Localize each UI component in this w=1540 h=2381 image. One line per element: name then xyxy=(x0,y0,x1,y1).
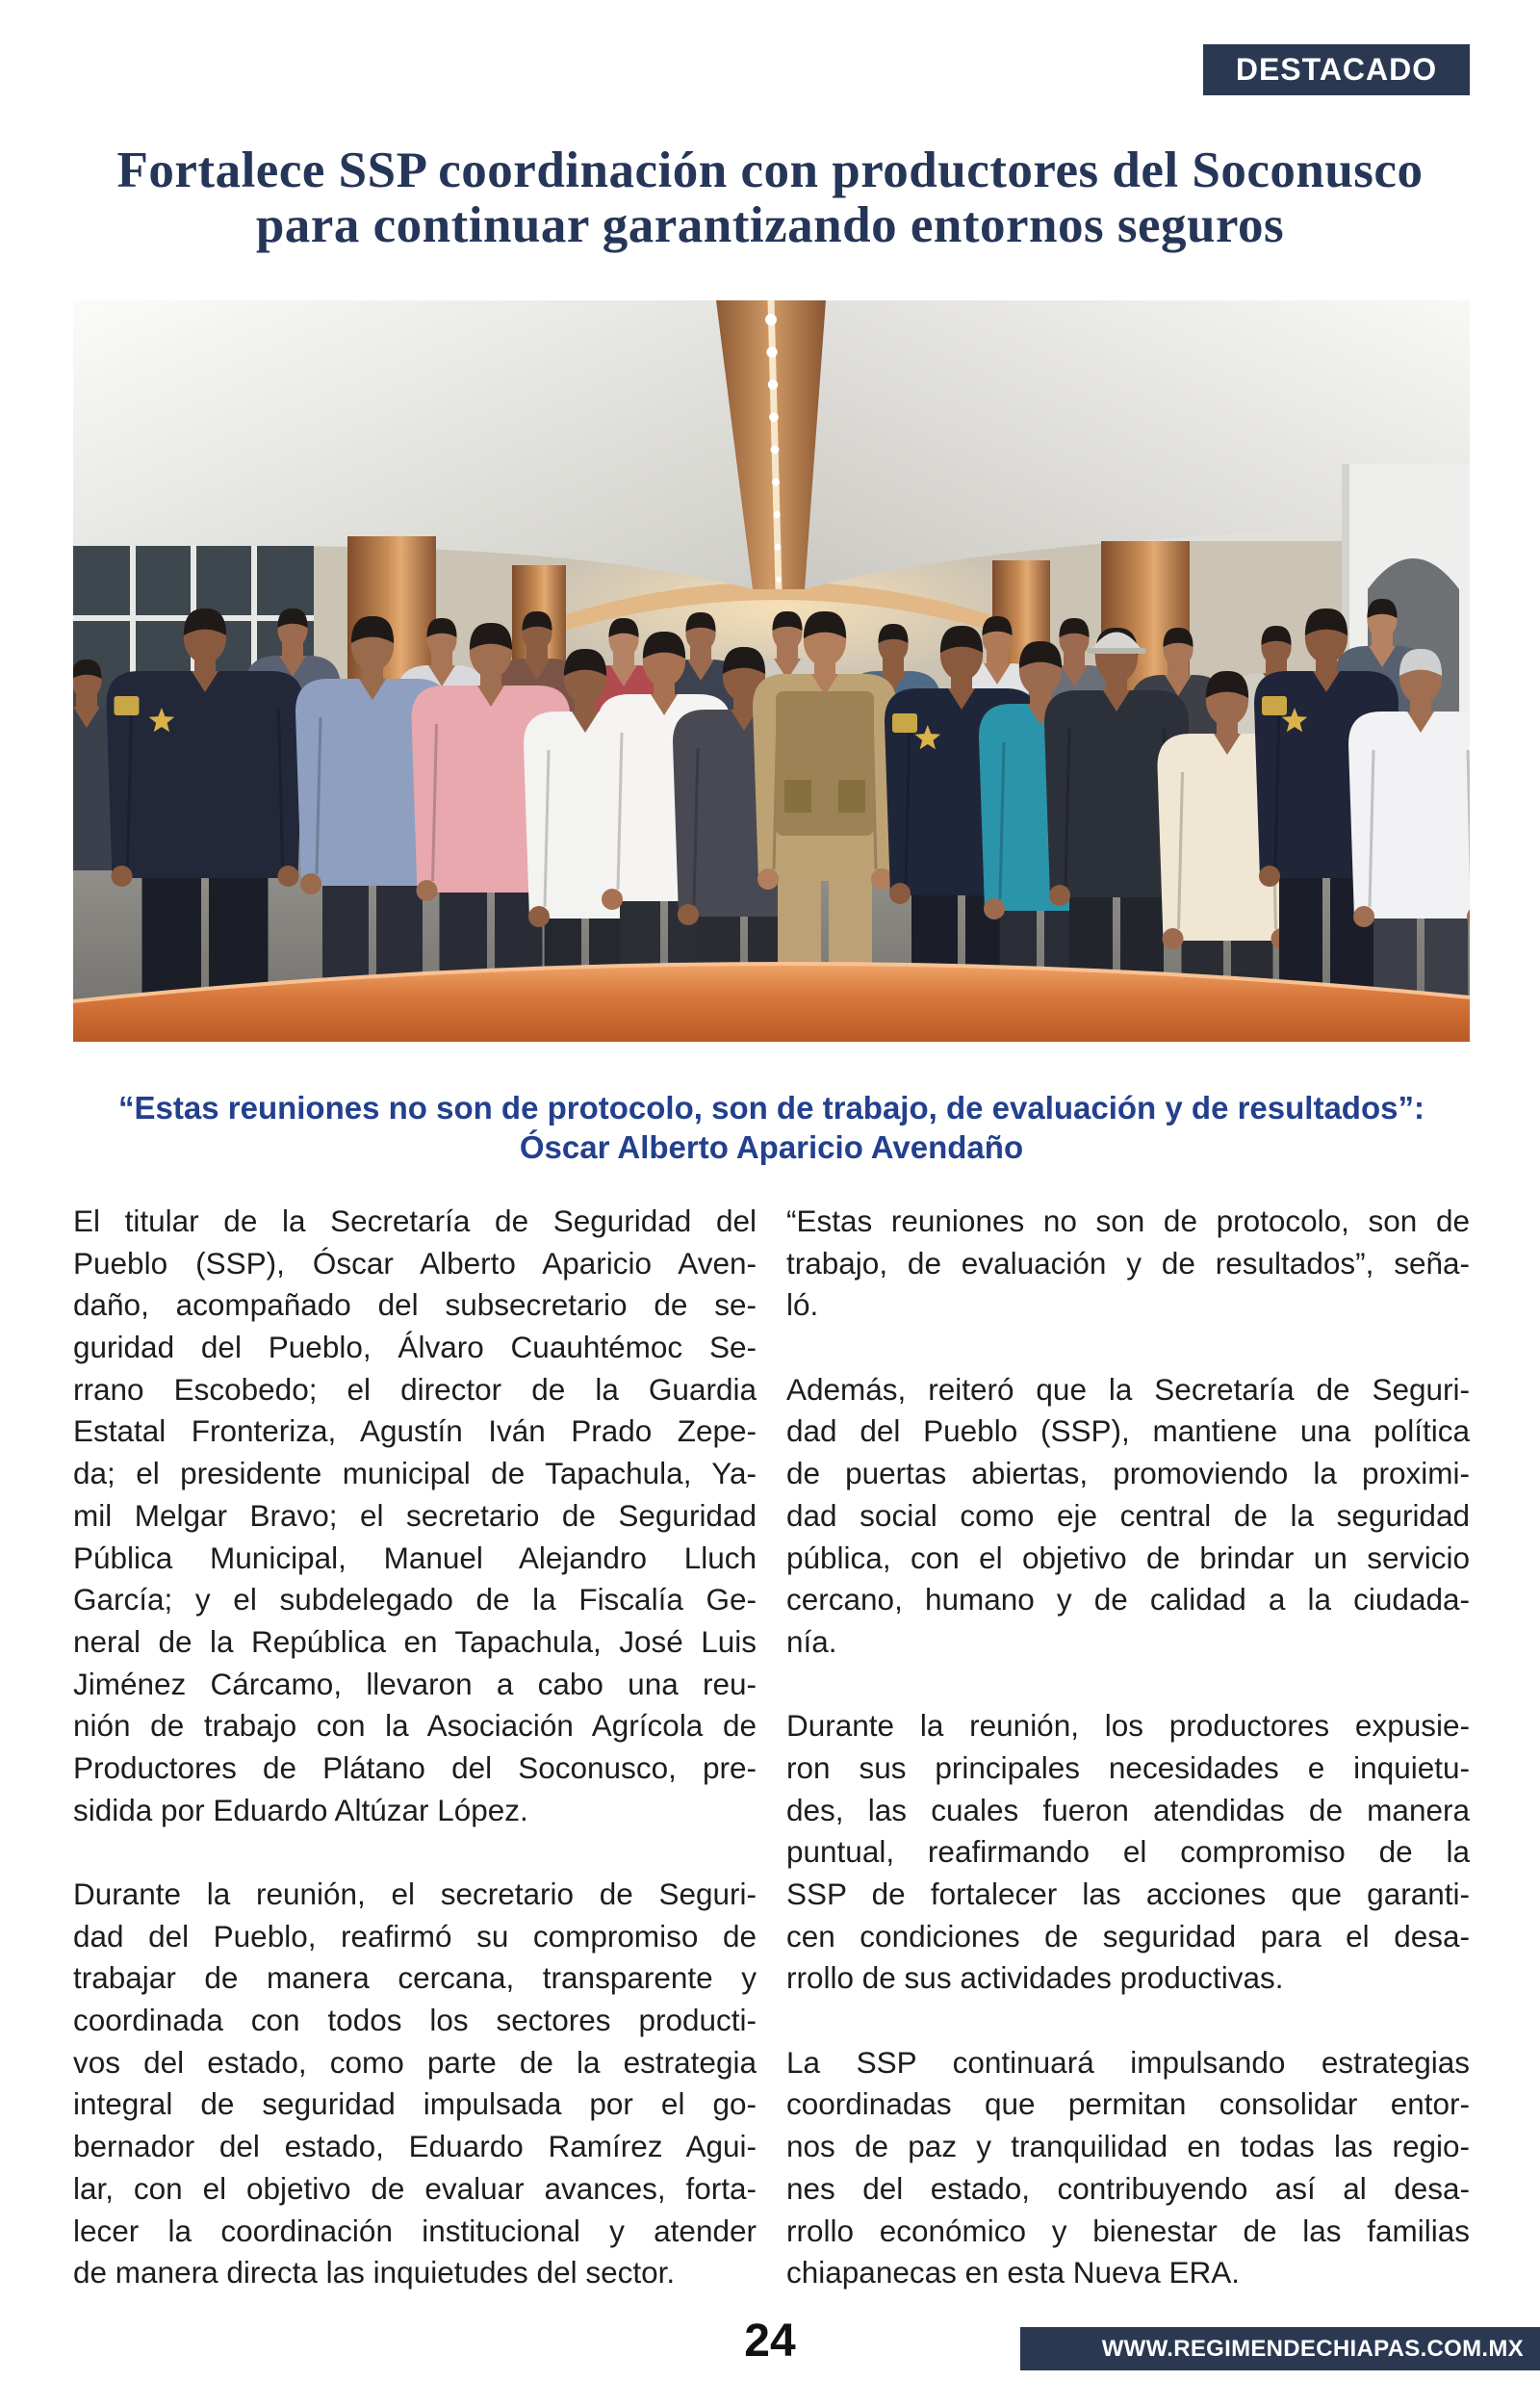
text-line: neral de la República en Tapachula, José Luis xyxy=(73,1623,757,1659)
hand xyxy=(1259,866,1280,887)
text-line: de manera directa las inquietudes del sector. xyxy=(73,2255,676,2290)
torso xyxy=(1348,712,1470,919)
text-line: chiapanecas en esta Nueva ERA. xyxy=(786,2255,1241,2290)
page-number: 24 xyxy=(744,2316,796,2367)
text-line: nión de trabajo con la Asociación Agrícola de xyxy=(73,1708,757,1744)
website-bar xyxy=(1020,2327,1540,2370)
ceiling-light xyxy=(773,511,781,519)
article-headline xyxy=(0,143,1540,253)
photo-scene xyxy=(73,300,1470,1042)
vest-pouch xyxy=(784,780,811,813)
body-paragraph xyxy=(786,1201,1470,1327)
text-line: nos de paz y tranquilidad en todas las regio- xyxy=(786,2129,1470,2164)
section-badge: DESTACADO xyxy=(1203,44,1470,95)
text-line: nes del estado, contribuyendo así al desa- xyxy=(786,2170,1470,2206)
body-paragraph xyxy=(73,1201,757,1831)
text-line: lecer la coordinación institucional y atender xyxy=(73,2213,757,2248)
text-line: SSP de fortalecer las acciones que garanti- xyxy=(786,1876,1470,1911)
pull-quote-attribution: Óscar Alberto Aparicio Avendaño xyxy=(519,1129,1024,1165)
text-line: nía. xyxy=(786,1623,837,1659)
text-line: lar, con el objetivo de evaluar avances, forta- xyxy=(73,2170,757,2206)
text-line: La SSP continuará impulsando estrategias xyxy=(786,2044,1470,2080)
text-line: rrollo de sus actividades productivas. xyxy=(786,1960,1284,1996)
ceiling-light xyxy=(766,347,777,357)
body-paragraph xyxy=(786,2042,1470,2294)
text-line: Estatal Fronteriza, Agustín Iván Prado Zepe- xyxy=(73,1413,757,1449)
text-line: Jiménez Cárcamo, llevaron a cabo una reu- xyxy=(73,1666,757,1701)
cap-brim xyxy=(1087,648,1146,654)
vest-pouch xyxy=(838,780,865,813)
hand xyxy=(300,873,321,894)
text-line: coordinada con todos los sectores producti- xyxy=(73,2003,757,2038)
text-line: pública, con el objetivo de brindar un servicio xyxy=(786,1540,1470,1575)
text-line: de puertas abiertas, promoviendo la proximi- xyxy=(786,1456,1470,1491)
text-line: vos del estado, como parte de la estrategia xyxy=(73,2044,757,2080)
text-line: cen condiciones de seguridad para el desa- xyxy=(786,1918,1470,1954)
body-column-right xyxy=(786,1201,1470,2294)
text-line: Además, reiteró que la Secretaría de Seguri- xyxy=(786,1371,1470,1407)
ceiling-light xyxy=(771,446,780,454)
ceiling-light xyxy=(776,577,782,582)
text-line: coordinadas que permitan consolidar entor- xyxy=(786,2086,1470,2122)
ceiling-light xyxy=(769,412,779,422)
hand xyxy=(1353,906,1374,927)
text-line: des, las cuales fueron atendidas de manera xyxy=(786,1792,1470,1827)
hand xyxy=(417,880,438,901)
text-line: El titular de la Secretaría de Seguridad del xyxy=(73,1203,757,1238)
headline-line-1: Fortalece SSP coordinación con productores del Soconusco xyxy=(116,142,1424,198)
ceiling-light xyxy=(765,314,777,325)
body-column-left xyxy=(73,1201,757,2294)
text-line: sidida por Eduardo Altúzar López. xyxy=(73,1792,528,1827)
text-line: trabajo, de evaluación y de resultados”, seña- xyxy=(786,1245,1470,1281)
text-line: Durante la reunión, los productores expusie- xyxy=(786,1708,1470,1744)
hand xyxy=(1163,928,1184,949)
body-paragraph xyxy=(786,1369,1470,1664)
text-line: dad social como eje central de la seguridad xyxy=(786,1497,1470,1533)
hand xyxy=(757,868,779,890)
tactical-vest xyxy=(776,691,874,836)
hand xyxy=(278,866,299,887)
event-photo xyxy=(73,300,1470,1042)
shoulder-patch xyxy=(1262,696,1287,715)
body-paragraph xyxy=(73,1874,757,2294)
ceiling-light xyxy=(768,379,779,390)
body-paragraph xyxy=(786,1705,1470,2000)
website-url: WWW.REGIMENDECHIAPAS.COM.MX xyxy=(1101,2336,1524,2362)
hand xyxy=(1049,885,1070,906)
hand xyxy=(871,868,892,890)
hand xyxy=(889,883,911,904)
text-line: daño, acompañado del subsecretario de se- xyxy=(73,1287,757,1323)
text-line: ron sus principales necesidades e inquietu- xyxy=(786,1749,1470,1785)
text-line: da; el presidente municipal de Tapachula, Ya- xyxy=(73,1456,757,1491)
text-line: Pueblo (SSP), Óscar Alberto Aparicio Aven- xyxy=(73,1245,757,1281)
hand xyxy=(678,904,699,925)
pull-quote-text: “Estas reuniones no son de protocolo, son de trabajo, de evaluación y de resultados”: xyxy=(118,1090,1424,1126)
hand xyxy=(112,866,133,887)
hand xyxy=(602,889,623,910)
text-line: puntual, reafirmando el compromiso de la xyxy=(786,1834,1470,1870)
pull-quote xyxy=(73,1088,1470,1167)
hand xyxy=(984,898,1005,919)
text-line: trabajar de manera cercana, transparente y xyxy=(73,1960,757,1996)
text-line: guridad del Pueblo, Álvaro Cuauhtémoc Se- xyxy=(73,1330,757,1365)
ceiling-light xyxy=(772,479,780,486)
text-line: García; y el subdelegado de la Fiscalía Ge- xyxy=(73,1582,757,1618)
text-line: ló. xyxy=(786,1287,819,1323)
text-line: “Estas reuniones no son de protocolo, son de xyxy=(786,1203,1470,1238)
hand xyxy=(528,906,550,927)
text-line: Productores de Plátano del Soconusco, pre- xyxy=(73,1749,757,1785)
text-line: mil Melgar Bravo; el secretario de Seguridad xyxy=(73,1497,757,1533)
text-line: Pública Municipal, Manuel Alejandro Lluch xyxy=(73,1540,757,1575)
text-line: integral de seguridad impulsada por el go- xyxy=(73,2086,757,2122)
shoulder-patch xyxy=(892,713,917,733)
ceiling-light xyxy=(775,544,782,551)
text-line: dad del Pueblo, reafirmó su compromiso de xyxy=(73,1918,757,1954)
shoulder-patch xyxy=(115,696,140,715)
text-line: cercano, humano y de calidad a la ciudada- xyxy=(786,1582,1470,1618)
text-line: rrollo económico y bienestar de las familias xyxy=(786,2213,1470,2248)
text-line: Durante la reunión, el secretario de Seguri- xyxy=(73,1876,757,1911)
text-line: bernador del estado, Eduardo Ramírez Agui- xyxy=(73,2129,757,2164)
text-line: dad del Pueblo (SSP), mantiene una política xyxy=(786,1413,1470,1449)
text-line: rrano Escobedo; el director de la Guardia xyxy=(73,1371,757,1407)
headline-line-2: para continuar garantizando entornos seguros xyxy=(255,197,1285,253)
